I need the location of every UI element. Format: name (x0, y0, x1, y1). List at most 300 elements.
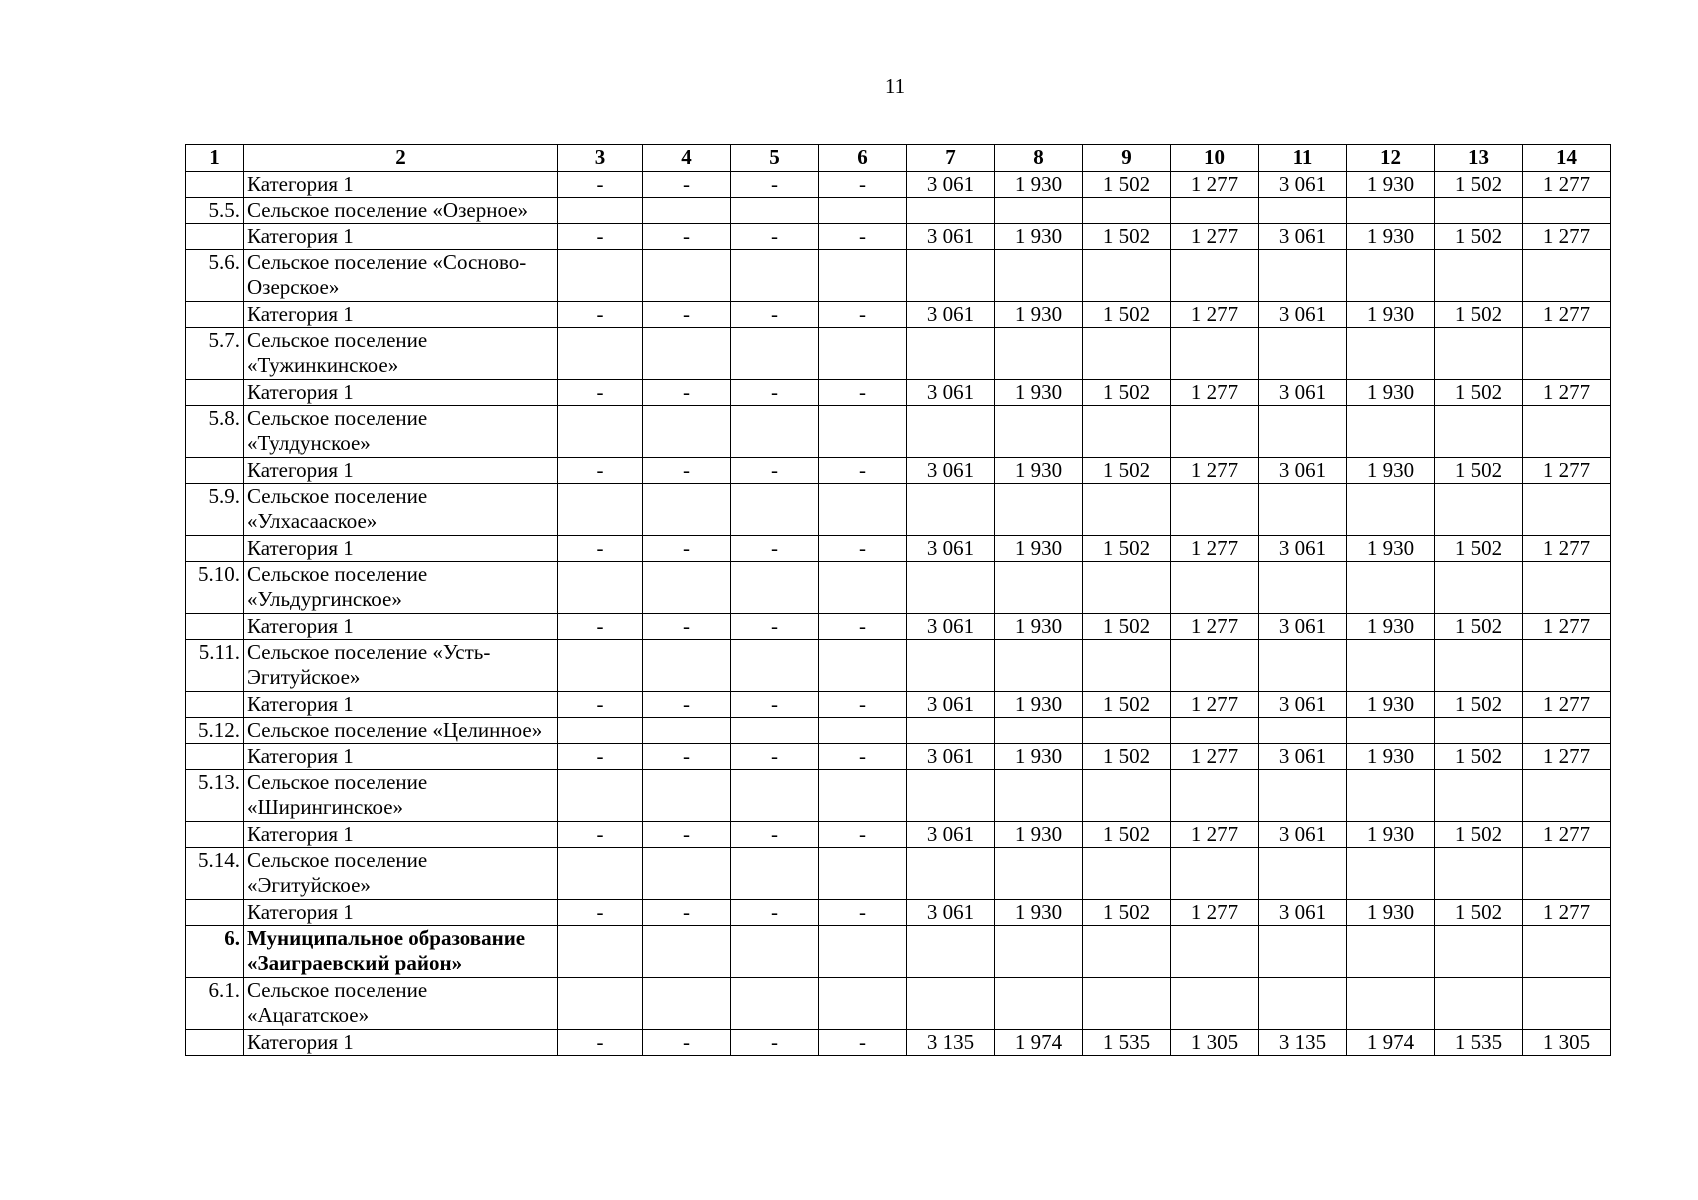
value-cell (1171, 406, 1259, 458)
value-cell: - (643, 224, 731, 250)
row-name: Категория 1 (244, 900, 558, 926)
header-cell: 14 (1523, 145, 1611, 172)
value-cell (1435, 718, 1523, 744)
value-cell (1435, 406, 1523, 458)
row-number (186, 536, 244, 562)
header-cell: 4 (643, 145, 731, 172)
value-cell (1171, 250, 1259, 302)
value-cell (643, 250, 731, 302)
header-cell: 6 (819, 145, 907, 172)
value-cell (819, 978, 907, 1030)
value-cell (558, 926, 643, 978)
value-cell (731, 484, 819, 536)
row-name: Сельское поселение «Тулдунское» (244, 406, 558, 458)
row-name: Категория 1 (244, 744, 558, 770)
row-number (186, 1030, 244, 1056)
value-cell: 1 930 (995, 822, 1083, 848)
value-cell (1435, 640, 1523, 692)
value-cell (558, 406, 643, 458)
value-cell: 1 502 (1083, 900, 1171, 926)
value-cell: - (731, 172, 819, 198)
value-cell (819, 562, 907, 614)
value-cell (819, 640, 907, 692)
value-cell: 1 502 (1083, 224, 1171, 250)
table-row (186, 744, 1611, 770)
value-cell: 1 277 (1523, 380, 1611, 406)
value-cell (1523, 328, 1611, 380)
value-cell (819, 848, 907, 900)
value-cell (1347, 848, 1435, 900)
value-cell: 1 502 (1435, 380, 1523, 406)
value-cell: 1 277 (1523, 536, 1611, 562)
value-cell: 1 930 (1347, 614, 1435, 640)
value-cell: 1 930 (1347, 692, 1435, 718)
value-cell (1083, 562, 1171, 614)
value-cell: 3 061 (907, 900, 995, 926)
value-cell: 3 135 (1259, 1030, 1347, 1056)
value-cell: - (731, 822, 819, 848)
value-cell (1171, 848, 1259, 900)
value-cell: - (643, 822, 731, 848)
value-cell (731, 198, 819, 224)
row-number (186, 380, 244, 406)
value-cell: - (731, 458, 819, 484)
table-row (186, 1030, 1611, 1056)
value-cell (1259, 250, 1347, 302)
value-cell: 3 061 (907, 224, 995, 250)
value-cell: 1 502 (1435, 302, 1523, 328)
value-cell: 1 502 (1435, 900, 1523, 926)
value-cell (1435, 848, 1523, 900)
value-cell: 1 930 (995, 744, 1083, 770)
value-cell (643, 562, 731, 614)
value-cell (995, 562, 1083, 614)
row-number: 5.7. (186, 328, 244, 380)
value-cell (1259, 484, 1347, 536)
value-cell (1523, 198, 1611, 224)
value-cell: 1 277 (1523, 614, 1611, 640)
value-cell (995, 328, 1083, 380)
value-cell (1171, 770, 1259, 822)
value-cell: 1 277 (1171, 380, 1259, 406)
value-cell: 1 974 (995, 1030, 1083, 1056)
value-cell: - (643, 458, 731, 484)
value-cell (731, 718, 819, 744)
table-row (186, 198, 1611, 224)
value-cell (1435, 250, 1523, 302)
value-cell (1171, 328, 1259, 380)
table-row (186, 692, 1611, 718)
value-cell (731, 926, 819, 978)
row-name: Сельское поселение «Ульдургинское» (244, 562, 558, 614)
value-cell: 1 277 (1523, 744, 1611, 770)
value-cell: 1 502 (1083, 614, 1171, 640)
value-cell: 1 535 (1435, 1030, 1523, 1056)
value-cell (1259, 640, 1347, 692)
value-cell: - (731, 1030, 819, 1056)
value-cell (1259, 926, 1347, 978)
row-name: Категория 1 (244, 224, 558, 250)
header-cell: 11 (1259, 145, 1347, 172)
value-cell: 1 277 (1171, 614, 1259, 640)
value-cell: 1 277 (1523, 900, 1611, 926)
value-cell: 1 277 (1523, 458, 1611, 484)
row-number (186, 692, 244, 718)
table-row (186, 718, 1611, 744)
value-cell (1347, 328, 1435, 380)
value-cell (643, 484, 731, 536)
header-cell: 3 (558, 145, 643, 172)
value-cell: 1 502 (1435, 614, 1523, 640)
value-cell: 3 061 (907, 614, 995, 640)
value-cell (558, 250, 643, 302)
value-cell: 1 930 (995, 900, 1083, 926)
row-name: Категория 1 (244, 822, 558, 848)
value-cell (643, 198, 731, 224)
value-cell: - (819, 458, 907, 484)
value-cell (1259, 848, 1347, 900)
value-cell (643, 640, 731, 692)
value-cell (995, 978, 1083, 1030)
value-cell (907, 406, 995, 458)
value-cell: 3 061 (1259, 900, 1347, 926)
value-cell (1347, 250, 1435, 302)
value-cell: - (558, 1030, 643, 1056)
row-number: 5.13. (186, 770, 244, 822)
value-cell (1259, 770, 1347, 822)
value-cell (731, 562, 819, 614)
table-row (186, 406, 1611, 458)
value-cell (1083, 770, 1171, 822)
value-cell (995, 718, 1083, 744)
value-cell: 3 135 (907, 1030, 995, 1056)
value-cell: 1 277 (1171, 458, 1259, 484)
value-cell: 1 277 (1523, 302, 1611, 328)
table-row (186, 614, 1611, 640)
value-cell: 1 277 (1171, 302, 1259, 328)
row-name: Сельское поселение «Эгитуйское» (244, 848, 558, 900)
value-cell (819, 198, 907, 224)
value-cell (1435, 978, 1523, 1030)
value-cell: 1 277 (1171, 224, 1259, 250)
value-cell: 1 277 (1523, 172, 1611, 198)
value-cell: - (643, 692, 731, 718)
value-cell (1259, 198, 1347, 224)
value-cell (819, 328, 907, 380)
table-row (186, 900, 1611, 926)
header-cell: 7 (907, 145, 995, 172)
value-cell (1083, 406, 1171, 458)
value-cell (907, 848, 995, 900)
header-cell: 12 (1347, 145, 1435, 172)
row-name: Сельское поселение «Сосново-Озерское» (244, 250, 558, 302)
value-cell (1171, 926, 1259, 978)
value-cell (1523, 562, 1611, 614)
row-name: Муниципальное образование «Заиграевский район» (244, 926, 558, 978)
value-cell: - (558, 380, 643, 406)
row-number: 5.8. (186, 406, 244, 458)
value-cell (819, 484, 907, 536)
value-cell: - (731, 536, 819, 562)
value-cell (1259, 562, 1347, 614)
value-cell: 1 502 (1435, 692, 1523, 718)
value-cell (907, 926, 995, 978)
value-cell: - (819, 822, 907, 848)
value-cell: 1 930 (995, 536, 1083, 562)
value-cell: 1 502 (1083, 380, 1171, 406)
value-cell: 1 502 (1435, 224, 1523, 250)
value-cell (558, 848, 643, 900)
header-row (186, 145, 1611, 172)
row-number: 5.5. (186, 198, 244, 224)
table-row (186, 224, 1611, 250)
value-cell (1523, 250, 1611, 302)
value-cell (1083, 978, 1171, 1030)
value-cell: 1 502 (1435, 744, 1523, 770)
value-cell: 1 277 (1523, 822, 1611, 848)
value-cell (819, 926, 907, 978)
table-row (186, 822, 1611, 848)
value-cell (907, 640, 995, 692)
table-row (186, 978, 1611, 1030)
value-cell: 1 502 (1435, 172, 1523, 198)
value-cell: - (819, 224, 907, 250)
value-cell (731, 848, 819, 900)
value-cell: 1 930 (995, 380, 1083, 406)
value-cell (1083, 718, 1171, 744)
value-cell: - (558, 302, 643, 328)
value-cell: 3 061 (1259, 692, 1347, 718)
value-cell (995, 250, 1083, 302)
value-cell: 1 305 (1523, 1030, 1611, 1056)
value-cell: 3 061 (907, 302, 995, 328)
table-body (186, 145, 1611, 1056)
value-cell (907, 484, 995, 536)
value-cell (1259, 718, 1347, 744)
value-cell: - (558, 900, 643, 926)
value-cell (1083, 640, 1171, 692)
value-cell: 3 061 (1259, 224, 1347, 250)
row-name: Категория 1 (244, 692, 558, 718)
header-cell: 8 (995, 145, 1083, 172)
value-cell: 1 502 (1083, 692, 1171, 718)
value-cell: 1 930 (1347, 536, 1435, 562)
value-cell: - (731, 900, 819, 926)
value-cell (1347, 978, 1435, 1030)
value-cell (907, 978, 995, 1030)
value-cell: 1 930 (995, 458, 1083, 484)
value-cell (819, 718, 907, 744)
value-cell (995, 770, 1083, 822)
value-cell (1435, 562, 1523, 614)
value-cell: 1 930 (1347, 302, 1435, 328)
row-number: 5.11. (186, 640, 244, 692)
value-cell: 1 535 (1083, 1030, 1171, 1056)
value-cell (1523, 640, 1611, 692)
row-name: Категория 1 (244, 380, 558, 406)
value-cell (1435, 198, 1523, 224)
value-cell (1171, 198, 1259, 224)
value-cell (995, 198, 1083, 224)
value-cell: - (558, 224, 643, 250)
value-cell: 3 061 (907, 692, 995, 718)
value-cell (1171, 562, 1259, 614)
value-cell (1171, 718, 1259, 744)
row-name: Сельское поселение «Улхасааское» (244, 484, 558, 536)
row-number: 5.14. (186, 848, 244, 900)
value-cell: 3 061 (1259, 744, 1347, 770)
value-cell: 3 061 (1259, 380, 1347, 406)
value-cell (1347, 406, 1435, 458)
value-cell: 1 277 (1171, 536, 1259, 562)
value-cell: - (643, 302, 731, 328)
row-number (186, 822, 244, 848)
row-name: Категория 1 (244, 1030, 558, 1056)
table-row (186, 484, 1611, 536)
value-cell: 1 974 (1347, 1030, 1435, 1056)
row-name: Категория 1 (244, 172, 558, 198)
value-cell: 1 502 (1435, 822, 1523, 848)
value-cell (643, 770, 731, 822)
value-cell: 1 930 (1347, 900, 1435, 926)
value-cell (558, 640, 643, 692)
table-row (186, 640, 1611, 692)
value-cell: 1 502 (1435, 536, 1523, 562)
value-cell (1435, 770, 1523, 822)
value-cell: 3 061 (1259, 822, 1347, 848)
row-name: Сельское поселение «Усть-Эгитуйское» (244, 640, 558, 692)
value-cell: 1 930 (995, 692, 1083, 718)
header-cell: 1 (186, 145, 244, 172)
value-cell: - (819, 692, 907, 718)
value-cell (1523, 926, 1611, 978)
value-cell: - (731, 224, 819, 250)
row-number (186, 302, 244, 328)
table-row (186, 848, 1611, 900)
header-cell: 5 (731, 145, 819, 172)
value-cell: 1 502 (1083, 302, 1171, 328)
row-number: 5.9. (186, 484, 244, 536)
value-cell: - (558, 536, 643, 562)
table-row (186, 328, 1611, 380)
value-cell (1259, 978, 1347, 1030)
value-cell (907, 328, 995, 380)
value-cell (1523, 718, 1611, 744)
value-cell: - (558, 822, 643, 848)
value-cell (643, 926, 731, 978)
row-name: Сельское поселение «Целинное» (244, 718, 558, 744)
value-cell (731, 770, 819, 822)
row-name: Категория 1 (244, 614, 558, 640)
value-cell: - (643, 900, 731, 926)
value-cell: 3 061 (907, 536, 995, 562)
value-cell: 3 061 (907, 822, 995, 848)
value-cell (995, 406, 1083, 458)
row-name: Сельское поселение «Тужинкинское» (244, 328, 558, 380)
value-cell: - (731, 614, 819, 640)
value-cell (995, 640, 1083, 692)
value-cell: 1 930 (995, 172, 1083, 198)
value-cell: - (731, 380, 819, 406)
value-cell: 1 502 (1083, 536, 1171, 562)
value-cell: 1 930 (1347, 822, 1435, 848)
table-row (186, 250, 1611, 302)
value-cell: - (643, 614, 731, 640)
row-number (186, 614, 244, 640)
value-cell (643, 406, 731, 458)
value-cell (1523, 484, 1611, 536)
table-row (186, 458, 1611, 484)
row-number: 6.1. (186, 978, 244, 1030)
row-number: 5.10. (186, 562, 244, 614)
value-cell (819, 406, 907, 458)
value-cell (1523, 848, 1611, 900)
value-cell: 1 277 (1523, 224, 1611, 250)
value-cell (1083, 250, 1171, 302)
value-cell: 3 061 (1259, 614, 1347, 640)
value-cell: 1 277 (1523, 692, 1611, 718)
value-cell: 3 061 (1259, 536, 1347, 562)
value-cell (1347, 718, 1435, 744)
value-cell: 1 277 (1171, 822, 1259, 848)
value-cell: - (558, 614, 643, 640)
value-cell (731, 978, 819, 1030)
value-cell (1523, 406, 1611, 458)
value-cell: 1 930 (1347, 380, 1435, 406)
row-number (186, 900, 244, 926)
value-cell (819, 250, 907, 302)
value-cell (1083, 198, 1171, 224)
row-name: Сельское поселение «Озерное» (244, 198, 558, 224)
value-cell (1523, 978, 1611, 1030)
value-cell: - (819, 1030, 907, 1056)
value-cell (1435, 926, 1523, 978)
header-cell: 10 (1171, 145, 1259, 172)
header-cell: 13 (1435, 145, 1523, 172)
value-cell (995, 848, 1083, 900)
value-cell: - (558, 172, 643, 198)
value-cell: 1 930 (995, 302, 1083, 328)
table-row (186, 770, 1611, 822)
row-name: Категория 1 (244, 302, 558, 328)
value-cell: 1 930 (1347, 172, 1435, 198)
value-cell: - (558, 692, 643, 718)
value-cell (1083, 328, 1171, 380)
value-cell (558, 770, 643, 822)
value-cell (907, 198, 995, 224)
value-cell (1259, 328, 1347, 380)
value-cell: - (643, 536, 731, 562)
value-cell: 1 930 (1347, 458, 1435, 484)
value-cell (558, 562, 643, 614)
value-cell: 3 061 (907, 172, 995, 198)
tariff-table (185, 144, 1611, 1056)
value-cell: 3 061 (907, 458, 995, 484)
row-number (186, 458, 244, 484)
value-cell: 1 502 (1435, 458, 1523, 484)
value-cell (1083, 848, 1171, 900)
value-cell (995, 926, 1083, 978)
row-name: Сельское поселение «Ацагатское» (244, 978, 558, 1030)
value-cell (731, 250, 819, 302)
value-cell: - (643, 172, 731, 198)
value-cell: 1 502 (1083, 458, 1171, 484)
value-cell: - (643, 744, 731, 770)
value-cell (731, 406, 819, 458)
value-cell: 1 502 (1083, 172, 1171, 198)
value-cell (643, 848, 731, 900)
value-cell (558, 328, 643, 380)
